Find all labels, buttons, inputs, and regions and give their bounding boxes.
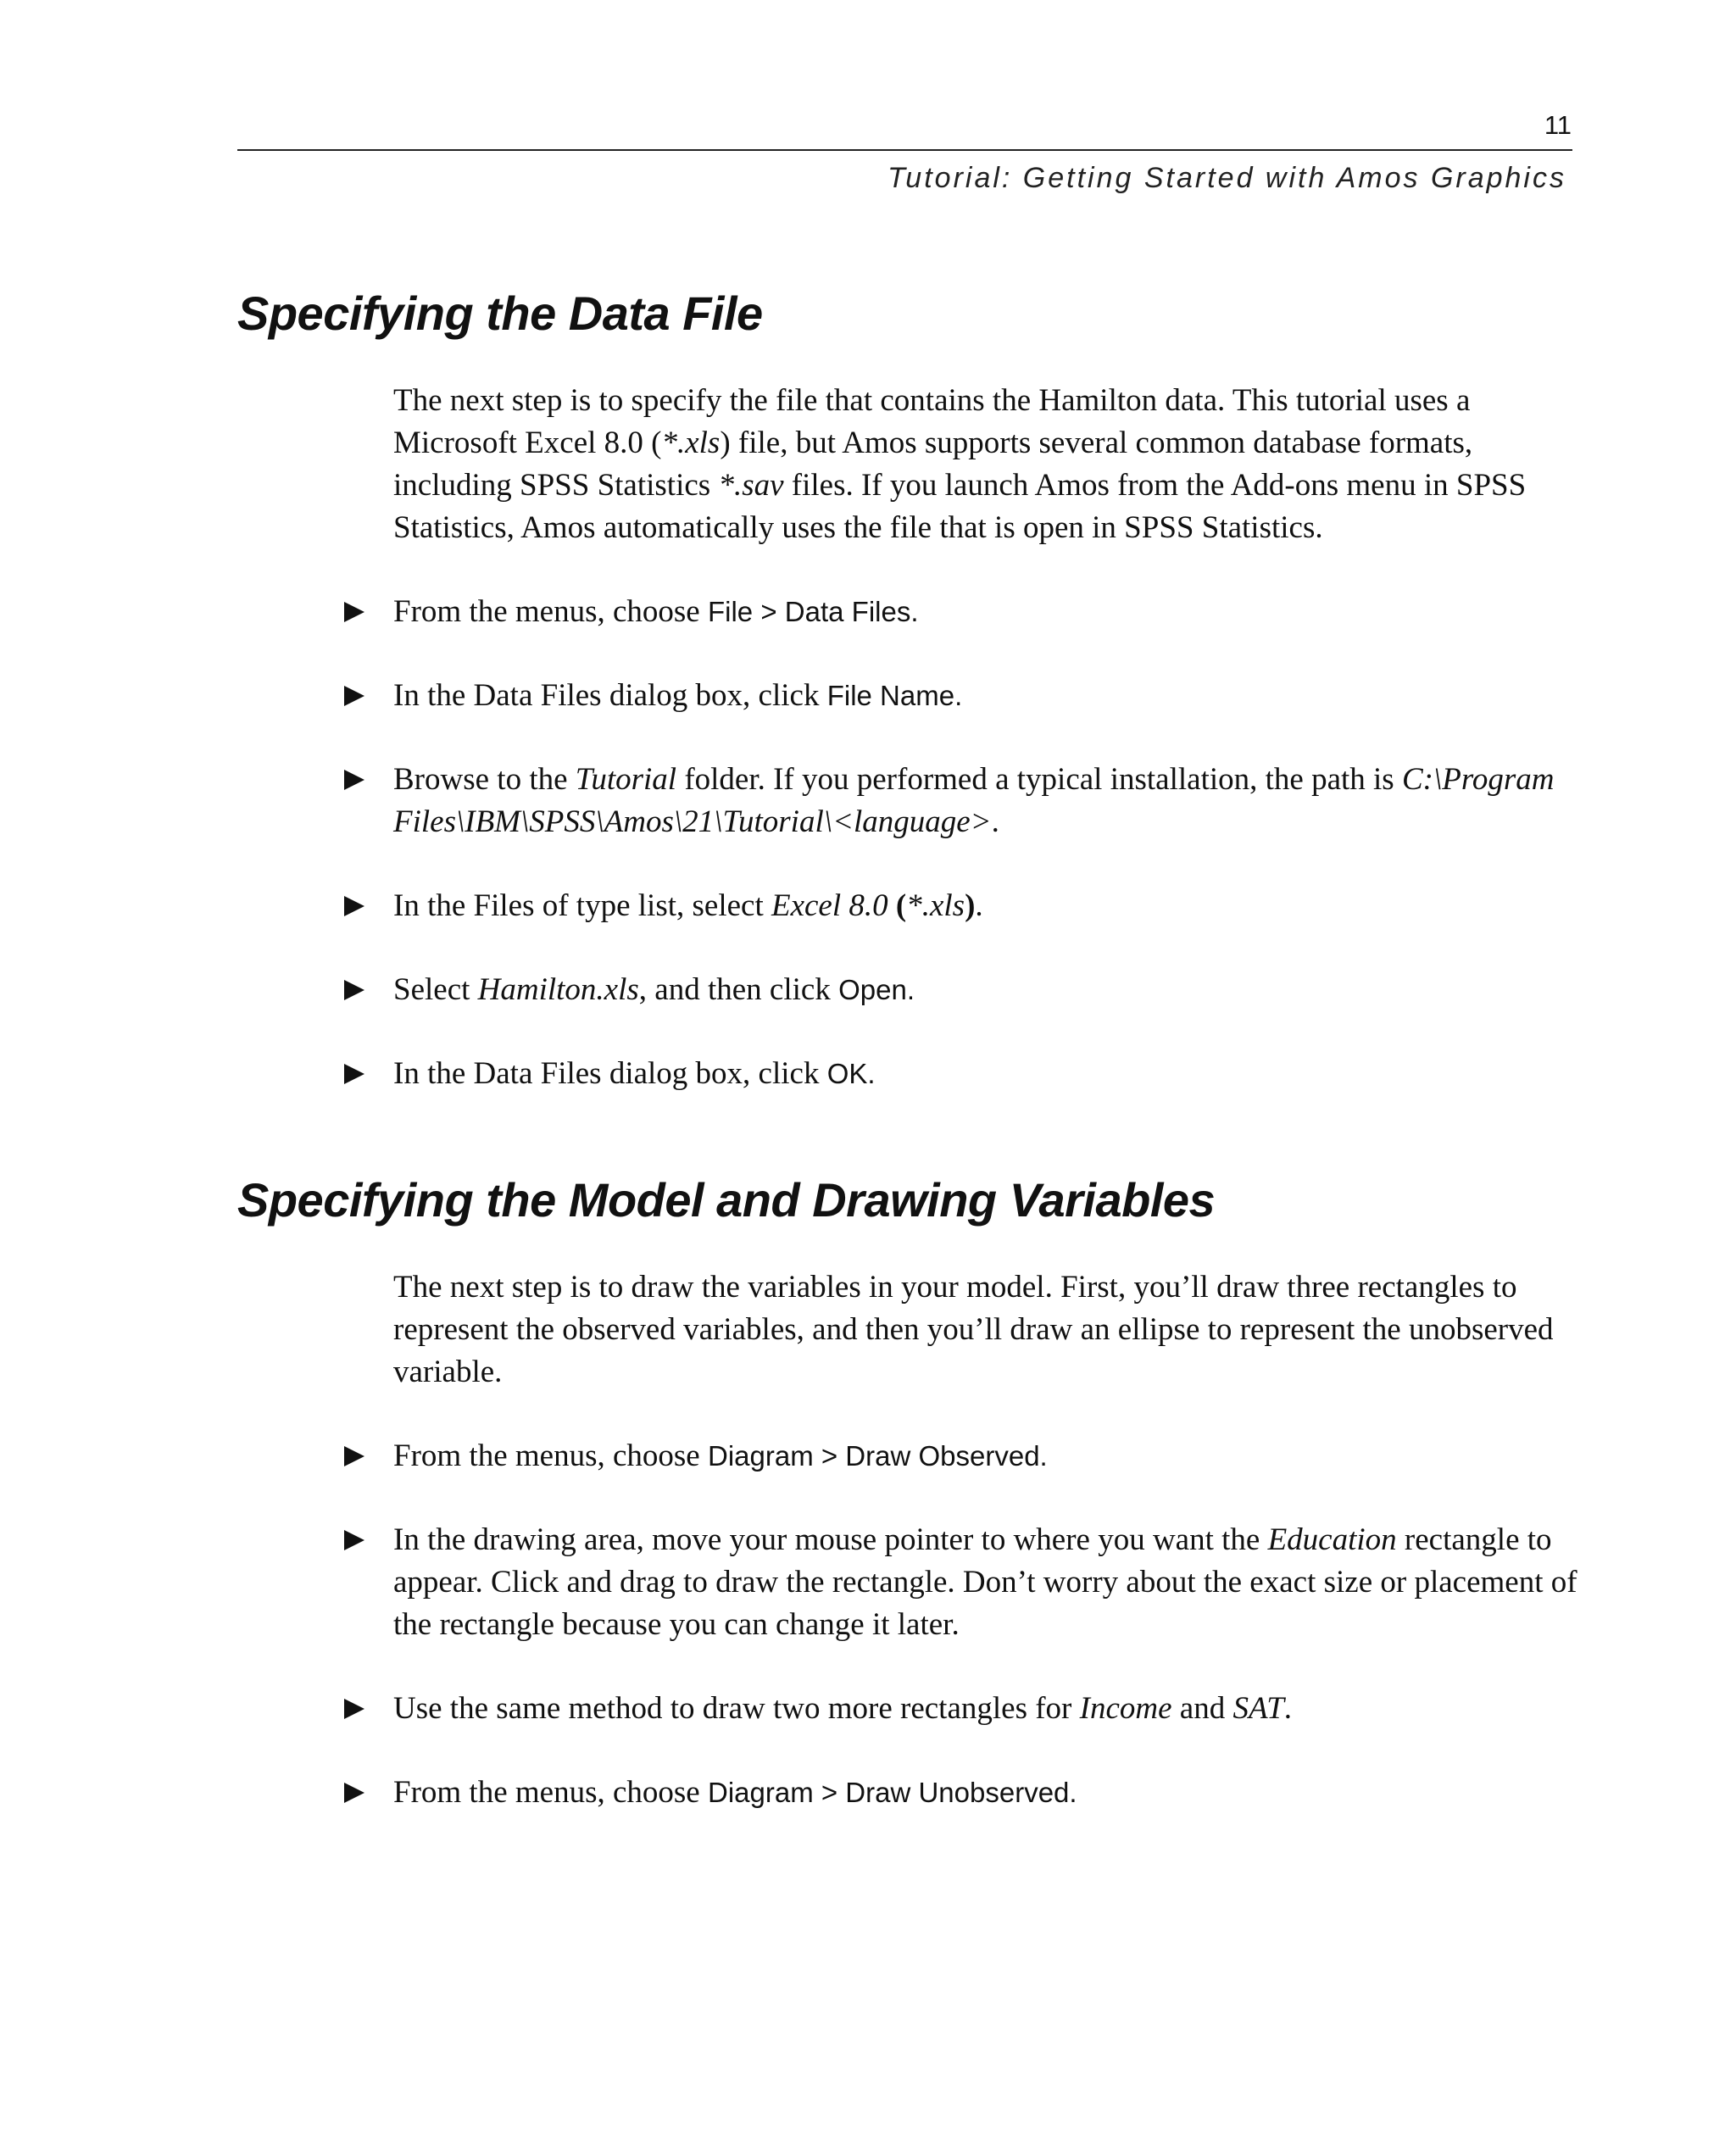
step-select-file-type [342, 885, 1580, 927]
step-plain-text: Select [393, 972, 478, 1007]
step-period: . [910, 596, 919, 627]
intro-italic-xls: *.xls [661, 426, 721, 460]
step-bullet-icon [344, 1699, 364, 1719]
section2-intro-paragraph: The next step is to draw the variables in your model. First, you’ll draw three rectangles to represent the observed variables, and then you’ll draw an ellipse to represent the unobserved variable. [393, 1270, 1554, 1389]
step-period: . [906, 974, 915, 1005]
step-draw-observed [342, 1435, 1580, 1477]
step-text [393, 591, 1580, 633]
step-period: . [975, 888, 983, 923]
step-bullet-icon [344, 1530, 364, 1550]
step-plain-text: From the menus, choose [393, 1438, 708, 1473]
step-draw-education-rectangle [342, 1519, 1580, 1646]
step-text [393, 675, 1580, 717]
step-text [393, 1053, 1580, 1095]
paren-close: ) [965, 888, 976, 923]
step-plain-text: folder. If you performed a typical installation, the path is [676, 762, 1402, 797]
menu-label-diagram: Diagram [707, 1440, 814, 1472]
step-period: . [867, 1058, 876, 1089]
step-text [393, 1688, 1580, 1730]
intro-text: files. If you launch Amos from the Add-ons menu in SPSS Statistics, Amos automatically uses the file that is open in SPSS Statistics. [393, 468, 1527, 545]
step-click-ok [342, 1053, 1580, 1095]
file-type-excel: Excel 8.0 [771, 888, 888, 923]
step-text [393, 759, 1580, 843]
step-plain-text: and [1171, 1691, 1233, 1726]
step-text [393, 1519, 1580, 1646]
step-bullet-icon [344, 686, 364, 706]
file-name-hamilton: Hamilton.xls [477, 972, 639, 1007]
step-text [393, 969, 1580, 1011]
menu-separator: > [813, 1440, 846, 1472]
folder-name-tutorial: Tutorial [575, 762, 677, 797]
step-plain-text: Browse to the [393, 762, 576, 797]
step-period: . [954, 680, 963, 711]
step-period: . [1039, 1440, 1048, 1472]
step-period: . [991, 804, 999, 839]
menu-separator: > [753, 596, 785, 627]
variable-name-income: Income [1079, 1691, 1172, 1726]
step-draw-more-rectangles [342, 1688, 1580, 1730]
step-browse-tutorial [342, 759, 1580, 843]
step-plain-text: Use the same method to draw two more rectangles for [393, 1691, 1080, 1726]
intro-text: The next step is to specify the file that contains the Hamilton data. This tutorial uses a Microsoft Excel 8.0 ( [393, 383, 1471, 460]
menu-label-file: File [707, 596, 754, 627]
menu-label-diagram: Diagram [707, 1777, 814, 1808]
step-plain-text: From the menus, choose [393, 594, 708, 629]
button-label-file-name: File Name [826, 680, 955, 711]
step-click-file-name [342, 675, 1580, 717]
step-period: . [1069, 1777, 1077, 1808]
installation-path: C:\Program Files\IBM\SPSS\Amos\21\Tutorial\<language> [393, 762, 1555, 839]
paren-open: ( [887, 888, 907, 923]
step-plain-text: In the drawing area, move your mouse pointer to where you want the [393, 1522, 1268, 1557]
variable-name-sat: SAT [1232, 1691, 1284, 1726]
intro-text: ) file, but Amos supports several common database formats, including SPSS Statistics [393, 426, 1473, 503]
step-select-hamilton [342, 969, 1580, 1011]
menu-separator: > [813, 1777, 846, 1808]
running-head: Tutorial: Getting Started with Amos Graphics [887, 162, 1566, 194]
step-plain-text: From the menus, choose [393, 1775, 708, 1810]
section1-intro-paragraph [393, 380, 1580, 549]
step-bullet-icon [344, 602, 364, 622]
step-text [393, 1772, 1580, 1814]
step-choose-data-files [342, 591, 1580, 633]
step-bullet-icon [344, 1064, 364, 1084]
step-plain-text: In the Data Files dialog box, click [393, 678, 827, 713]
step-bullet-icon [344, 770, 364, 790]
step-bullet-icon [344, 980, 364, 1000]
page-number: 11 [1544, 110, 1572, 140]
variable-name-education: Education [1267, 1522, 1397, 1557]
menu-label-data-files: Data Files [784, 596, 911, 627]
intro-italic-sav: *.sav [718, 468, 784, 503]
button-label-open: Open [838, 974, 907, 1005]
step-text [393, 1435, 1580, 1477]
step-bullet-icon [344, 896, 364, 916]
header-rule [237, 149, 1572, 151]
step-plain-text: rectangle to appear. Click and drag to draw the rectangle. Don’t worry about the exact size or placement of the rectangle because you can change it later. [393, 1522, 1577, 1642]
step-bullet-icon [344, 1446, 364, 1466]
menu-label-draw-unobserved: Draw Unobserved [845, 1777, 1070, 1808]
section-title-data-file: Specifying the Data File [237, 287, 763, 340]
step-plain-text: In the Files of type list, select [393, 888, 771, 923]
menu-label-draw-observed: Draw Observed [845, 1440, 1040, 1472]
step-period: . [1283, 1691, 1293, 1726]
section-title-model-variables: Specifying the Model and Drawing Variables [237, 1173, 1216, 1227]
button-label-ok: OK [826, 1058, 868, 1089]
file-type-extension: *.xls [906, 888, 965, 923]
step-plain-text: In the Data Files dialog box, click [393, 1056, 827, 1091]
step-draw-unobserved [342, 1772, 1580, 1814]
step-bullet-icon [344, 1783, 364, 1803]
step-plain-text: , and then click [638, 972, 839, 1007]
step-text [393, 885, 1580, 927]
